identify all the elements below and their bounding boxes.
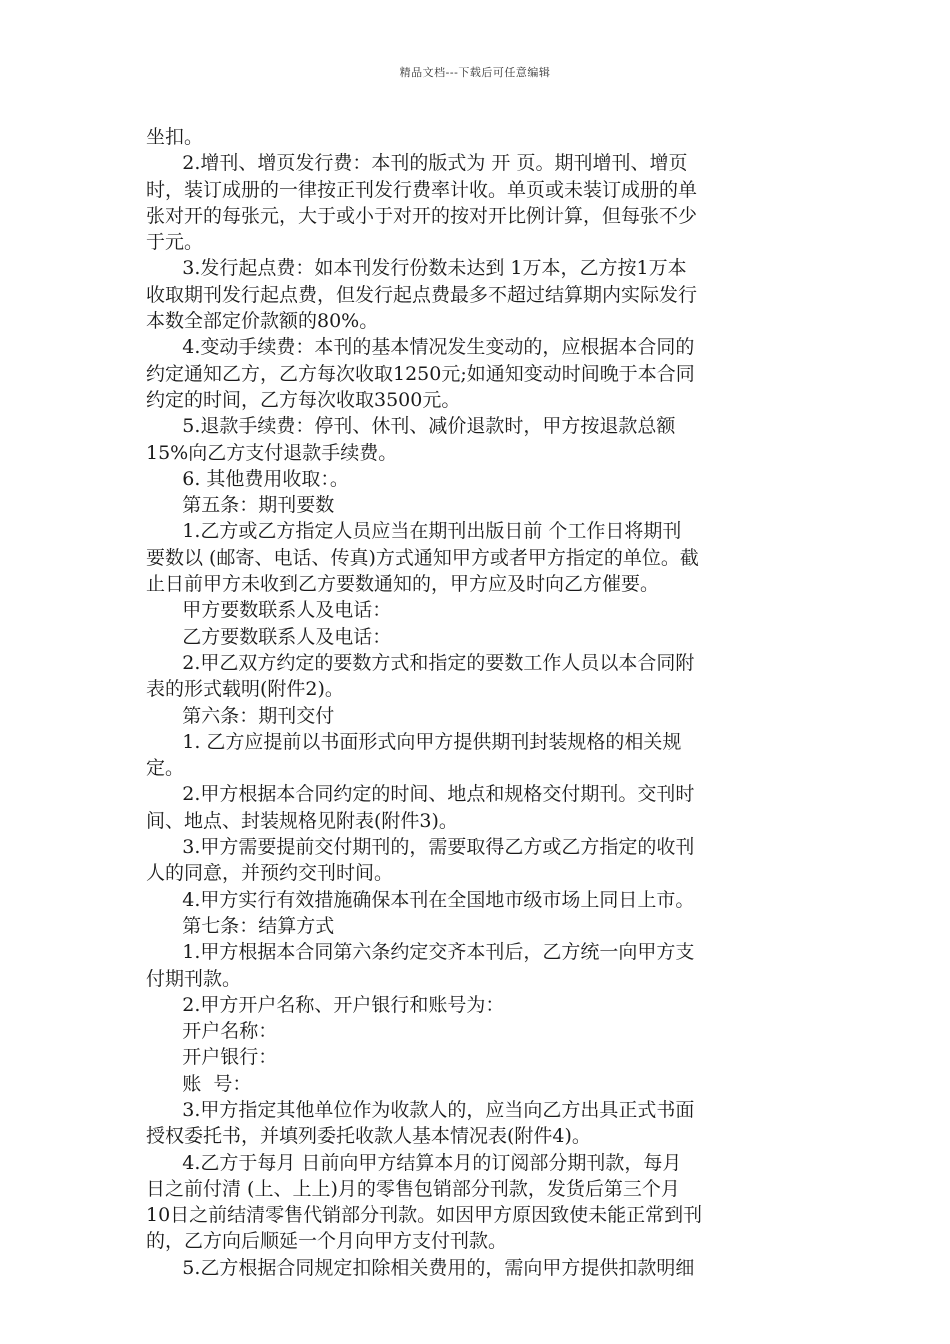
document-line: 2.甲方根据本合同约定的时间、地点和规格交付期刊。交刊时 bbox=[146, 783, 695, 806]
document-line: 甲方要数联系人及电话： bbox=[146, 599, 392, 622]
document-line: 坐扣。 bbox=[146, 126, 204, 148]
document-line: 于元。 bbox=[146, 231, 204, 254]
document-line: 间、地点、封装规格见附表(附件3)。 bbox=[146, 809, 458, 832]
document-line: 5.乙方根据合同规定扣除相关费用的，需向甲方提供扣款明细 bbox=[146, 1256, 695, 1279]
document-line: 要数以 (邮寄、电话、传真)方式通知甲方或者甲方指定的单位。截 bbox=[146, 546, 699, 569]
document-line: 授权委托书，并填列委托收款人基本情况表(附件4)。 bbox=[146, 1125, 591, 1148]
document-line: 1. 乙方应提前以书面形式向甲方提供期刊封装规格的相关规 bbox=[146, 730, 682, 753]
document-line: 日之前付清 (上、上上)月的零售包销部分刊款，发货后第三个月 bbox=[146, 1177, 680, 1200]
document-line: 约定的时间，乙方每次收取3500元。 bbox=[146, 388, 461, 411]
document-line: 2.甲乙双方约定的要数方式和指定的要数工作人员以本合同附 bbox=[146, 651, 695, 674]
document-line: 3.甲方需要提前交付期刊的，需要取得乙方或乙方指定的收刊 bbox=[146, 836, 695, 859]
document-line: 表的形式载明(附件2)。 bbox=[146, 678, 344, 701]
document-line: 开户名称： bbox=[146, 1020, 278, 1043]
document-line: 本数全部定价款额的80%。 bbox=[146, 310, 379, 333]
document-line: 人的同意，并预约交刊时间。 bbox=[146, 862, 394, 885]
document-line: 4.变动手续费：本刊的基本情况发生变动的，应根据本合同的 bbox=[146, 336, 695, 359]
document-line: 6. 其他费用收取：。 bbox=[146, 467, 349, 490]
document-line: 乙方要数联系人及电话： bbox=[146, 625, 392, 648]
document-line: 开户银行： bbox=[146, 1046, 278, 1069]
document-line: 张对开的每张元，大于或小于对开的按对开比例计算，但每张不少 bbox=[146, 204, 698, 227]
document-line: 账 号： bbox=[146, 1072, 252, 1095]
document-line: 的，乙方向后顺延一个月向甲方支付刊款。 bbox=[146, 1230, 508, 1253]
document-line: 付期刊款。 bbox=[146, 967, 242, 990]
document-line: 2.甲方开户名称、开户银行和账号为： bbox=[146, 993, 505, 1016]
document-body bbox=[146, 124, 810, 1281]
document-line: 10日之前结清零售代销部分刊款。如因甲方原因致使未能正常到刊 bbox=[146, 1204, 703, 1227]
document-line: 3.发行起点费：如本刊发行份数未达到 1万本，乙方按1万本 bbox=[146, 257, 687, 280]
document-line: 第六条：期刊交付 bbox=[146, 704, 335, 727]
document-line: 1.乙方或乙方指定人员应当在期刊出版日前 个工作日将期刊 bbox=[146, 520, 682, 543]
document-line: 3.甲方指定其他单位作为收款人的，应当向乙方出具正式书面 bbox=[146, 1098, 695, 1121]
document-line: 4.甲方实行有效措施确保本刊在全国地市级市场上同日上市。 bbox=[146, 888, 695, 911]
document-line: 收取期刊发行起点费，但发行起点费最多不超过结算期内实际发行 bbox=[146, 283, 698, 306]
document-line: 1.甲方根据本合同第六条约定交齐本刊后，乙方统一向甲方支 bbox=[146, 941, 695, 964]
document-line: 2.增刊、增页发行费：本刊的版式为 开 页。期刊增刊、增页 bbox=[146, 152, 688, 175]
document-line: 第七条：结算方式 bbox=[146, 914, 335, 937]
document-line: 第五条：期刊要数 bbox=[146, 494, 335, 517]
document-line: 止日前甲方未收到乙方要数通知的，甲方应及时向乙方催要。 bbox=[146, 573, 660, 596]
document-line: 4.乙方于每月 日前向甲方结算本月的订阅部分期刊款，每月 bbox=[146, 1151, 682, 1174]
page-header: 精品文档---下载后可任意编辑 bbox=[399, 66, 551, 79]
document-line: 定。 bbox=[146, 757, 185, 780]
document-line: 约定通知乙方，乙方每次收取1250元;如通知变动时间晚于本合同 bbox=[146, 362, 695, 385]
document-line: 5.退款手续费：停刊、休刊、减价退款时，甲方按退款总额 bbox=[146, 415, 676, 438]
document-line: 15%向乙方支付退款手续费。 bbox=[146, 441, 398, 464]
document-line: 时，装订成册的一律按正刊发行费率计收。单页或未装订成册的单 bbox=[146, 178, 698, 201]
